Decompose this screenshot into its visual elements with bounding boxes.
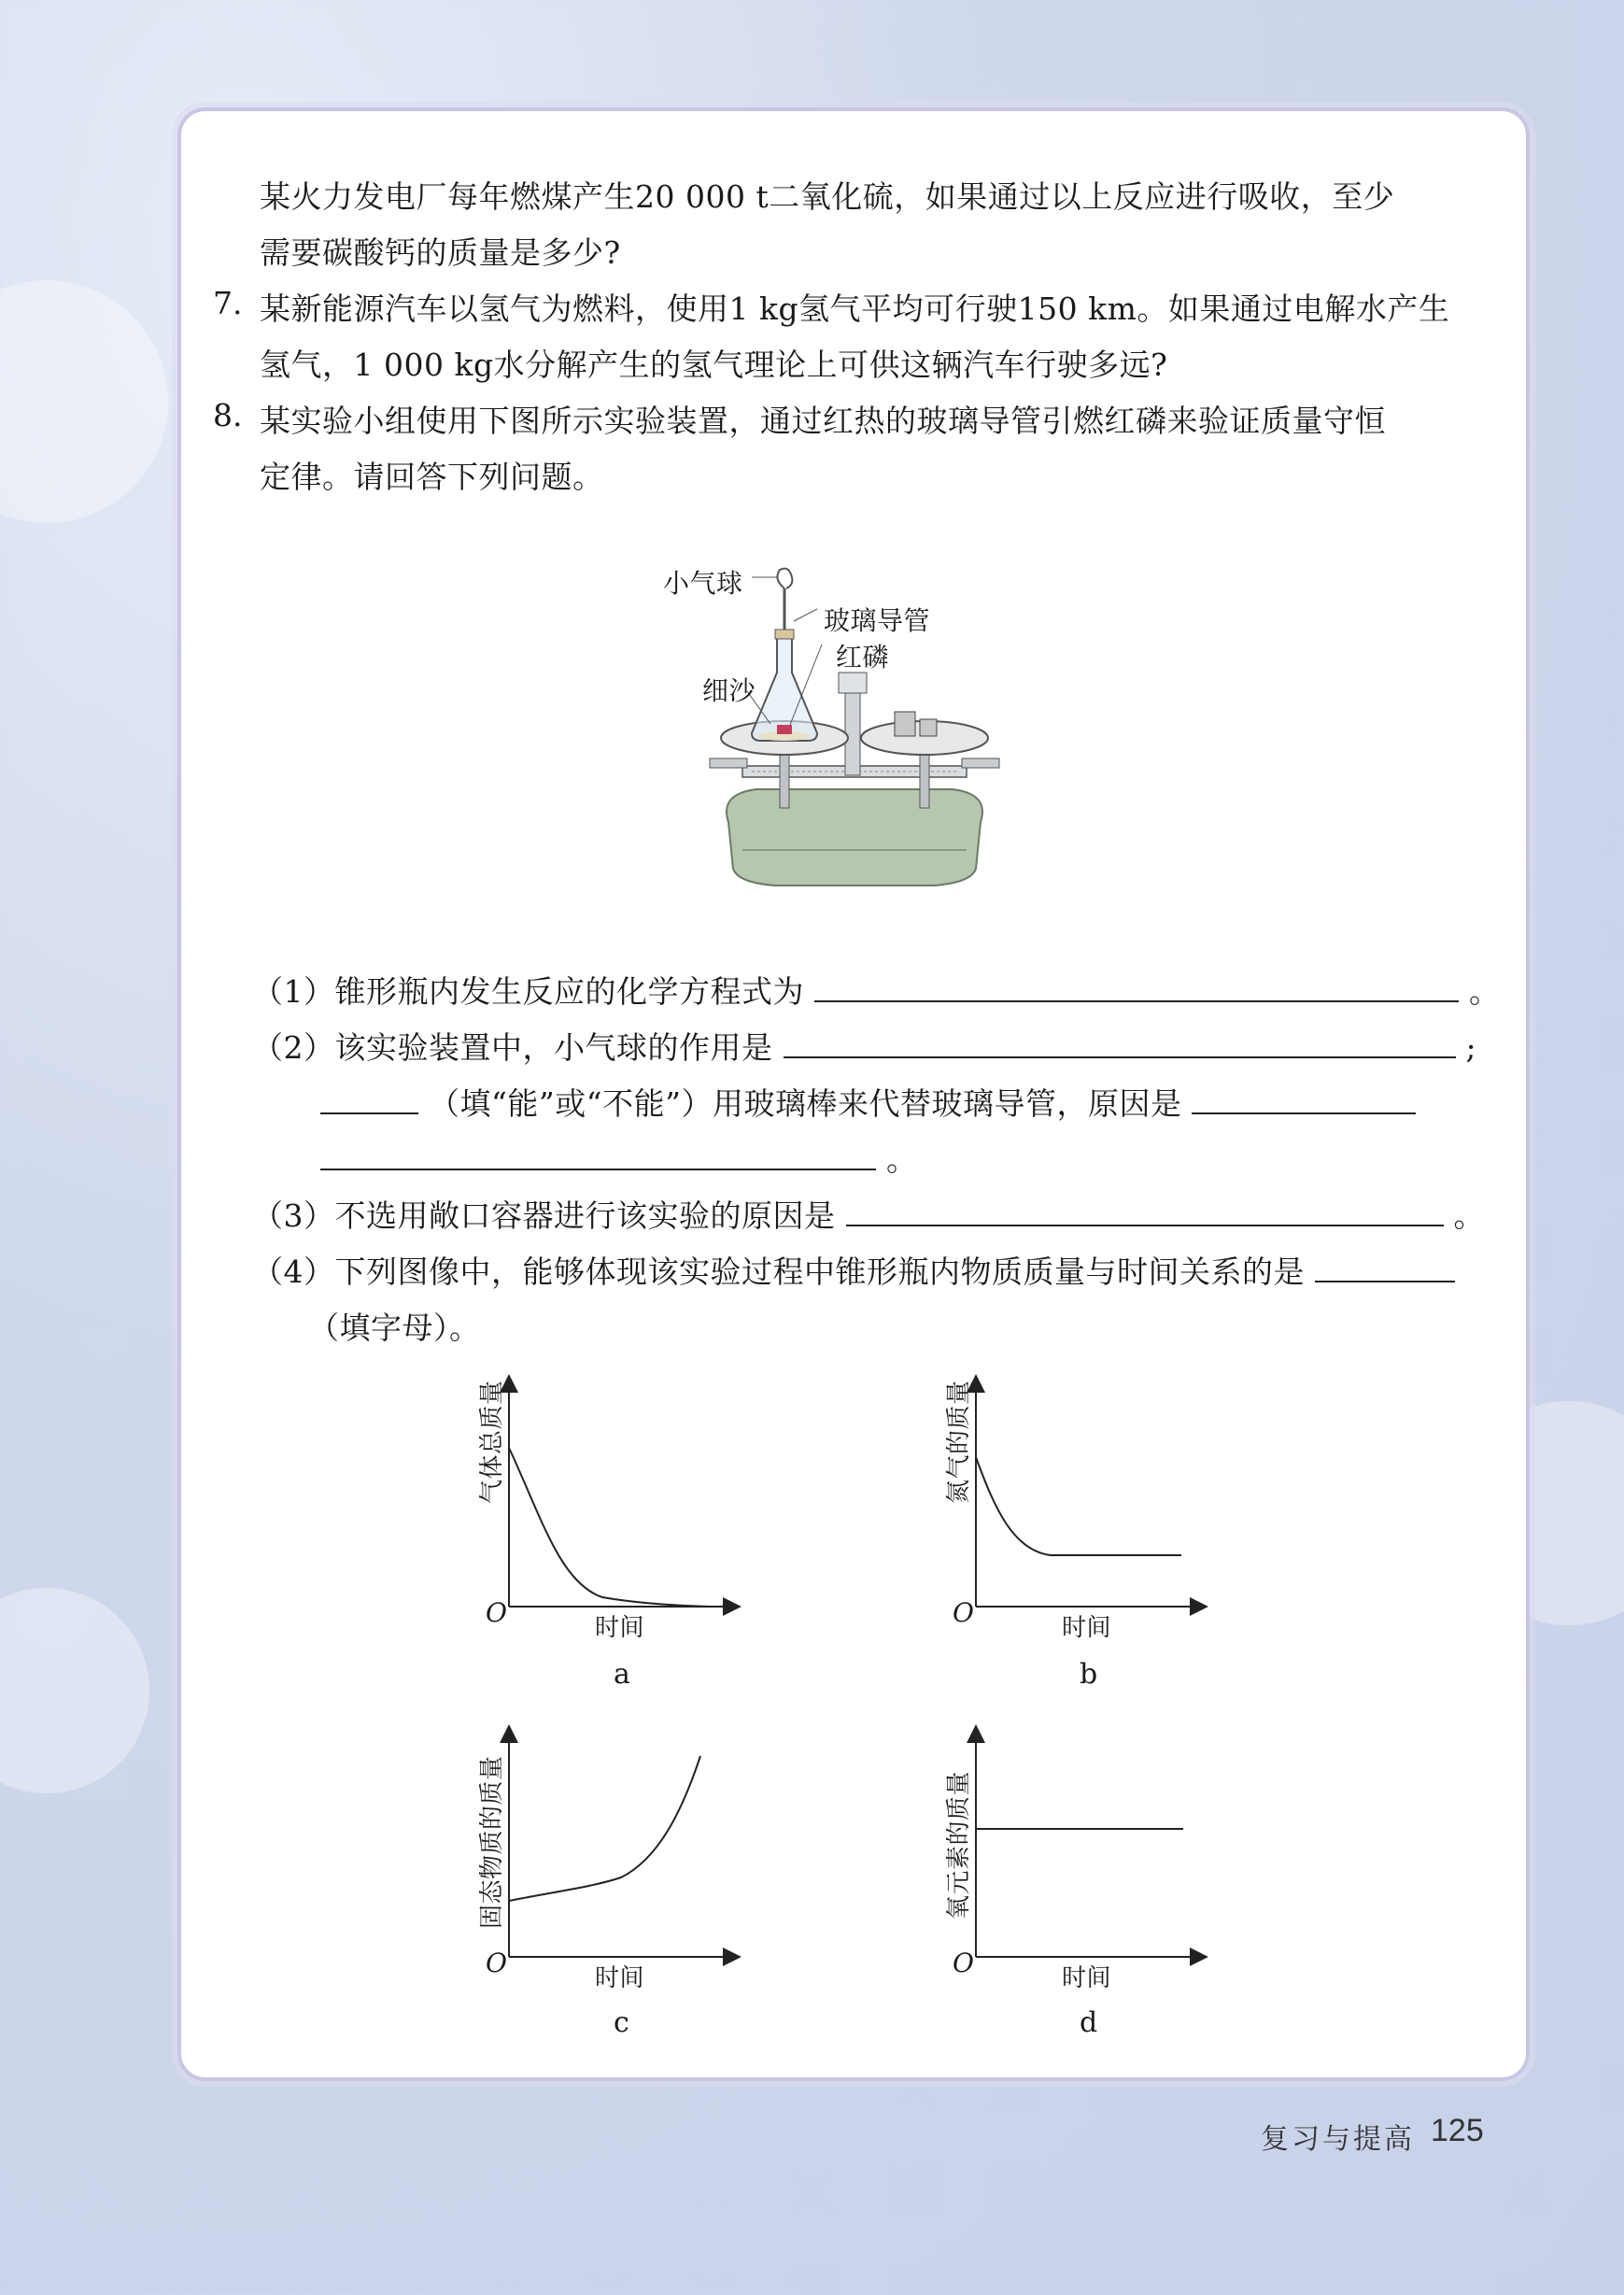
subq-2b	[320, 1080, 1416, 1124]
q8-line-1: 某实验小组使用下图所示实验装置，通过红热的玻璃导管引燃红磷来验证质量守恒	[260, 403, 1386, 439]
subq-1-end: 。	[1469, 973, 1501, 1010]
page-number: 125	[1431, 2113, 1484, 2148]
label-glass-tube: 玻璃导管	[824, 605, 931, 636]
subq-2	[252, 1024, 1476, 1068]
graph-b-caption: b	[1080, 1658, 1098, 1691]
q8-line-2: 定律。请回答下列问题。	[260, 459, 604, 495]
graph-b-ylabel: 氮气的质量	[945, 1380, 973, 1504]
graph-b	[939, 1368, 1219, 1621]
graph-c-xlabel: 时间	[595, 1964, 645, 1992]
q7-line-1: 某新能源汽车以氢气为燃料，使用1 kg氢气平均可行驶150 km。如果通过电解水产生	[260, 290, 1450, 327]
subq-2-end: ;	[1465, 1029, 1477, 1066]
q7-number: 7.	[213, 285, 243, 321]
graph-b-curve	[976, 1457, 1181, 1555]
graph-a-xlabel: 时间	[595, 1614, 645, 1642]
answer-blank-2b[interactable]	[320, 1086, 418, 1114]
graph-a-curve	[509, 1448, 710, 1607]
graph-d-origin: O	[953, 1948, 975, 1978]
answer-blank-1[interactable]	[814, 974, 1459, 1002]
label-fine-sand: 细沙	[702, 675, 756, 706]
graph-a	[472, 1368, 752, 1621]
subq-2b-text: （填“能”或“不能”）用玻璃棒来代替玻璃导管，原因是	[429, 1085, 1182, 1122]
graph-b-xlabel: 时间	[1062, 1614, 1112, 1642]
subq-2c	[320, 1136, 918, 1180]
graph-a-caption: a	[614, 1658, 631, 1691]
subq-2-text: （2）该实验装置中，小气球的作用是	[252, 1029, 773, 1066]
label-balloon: 小气球	[663, 568, 743, 599]
answer-blank-2d[interactable]	[320, 1142, 876, 1170]
subq-3-text: （3）不选用敞口容器进行该实验的原因是	[252, 1197, 836, 1234]
answer-blank-2a[interactable]	[784, 1030, 1456, 1058]
graph-c-origin: O	[486, 1948, 508, 1978]
subq-4b: （填字母）。	[308, 1310, 481, 1346]
graph-c-caption: c	[614, 2006, 630, 2039]
q7-line-2: 氢气，1 000 kg水分解产生的氢气理论上可供这辆汽车行驶多远?	[260, 347, 1168, 383]
subq-3-end: 。	[1453, 1197, 1485, 1234]
graph-c-ylabel: 固态物质的质量	[478, 1755, 506, 1929]
label-red-phosphorus: 红磷	[836, 642, 890, 673]
graph-b-origin: O	[953, 1597, 975, 1628]
graph-d-caption: d	[1080, 2006, 1098, 2039]
subq-1	[252, 968, 1501, 1012]
answer-blank-4[interactable]	[1315, 1254, 1455, 1282]
subq-2c-end: 。	[886, 1141, 918, 1178]
q8-number: 8.	[213, 397, 243, 433]
graph-d-xlabel: 时间	[1062, 1964, 1112, 1992]
subq-4-text: （4）下列图像中，能够体现该实验过程中锥形瓶内物质质量与时间关系的是	[252, 1254, 1305, 1290]
background-decoration	[0, 280, 168, 523]
q6-line-1: 某火力发电厂每年燃煤产生20 000 t二氧化硫，如果通过以上反应进行吸收，至少	[260, 178, 1395, 215]
background-decoration	[0, 1588, 149, 1793]
subq-3	[252, 1192, 1485, 1236]
graph-c-curve	[509, 1756, 700, 1901]
subq-1-text: （1）锥形瓶内发生反应的化学方程式为	[252, 973, 804, 1010]
graph-a-origin: O	[486, 1597, 508, 1628]
graph-d-ylabel: 氧元素的质量	[945, 1770, 973, 1920]
graph-a-ylabel: 气体总质量	[478, 1380, 506, 1504]
answer-blank-3[interactable]	[846, 1198, 1444, 1226]
subq-4	[252, 1248, 1455, 1292]
graph-d	[939, 1719, 1219, 1971]
section-title: 复习与提高	[1261, 2123, 1415, 2156]
q6-line-2: 需要碳酸钙的质量是多少?	[260, 234, 621, 271]
answer-blank-2c[interactable]	[1192, 1086, 1416, 1114]
graph-c	[472, 1719, 752, 1971]
